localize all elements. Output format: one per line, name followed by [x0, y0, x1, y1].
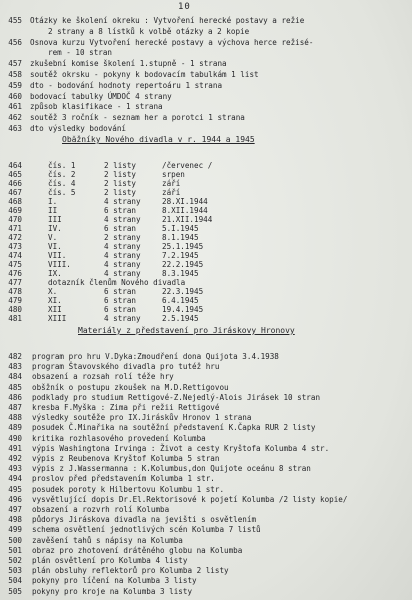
circular-date: září — [162, 179, 181, 188]
page-count: 4 strany — [104, 215, 141, 224]
list-item — [0, 48, 412, 58]
page-count: 4 strany — [104, 260, 141, 269]
page-count: 4 strany — [104, 269, 141, 278]
item-number: 473 — [8, 242, 22, 251]
item-number: 462 — [8, 113, 22, 123]
item-number: 456 — [8, 37, 22, 47]
item-number: 460 — [8, 91, 22, 101]
circular-number: VI. — [48, 242, 62, 251]
list-item — [0, 485, 412, 495]
list-item — [0, 536, 412, 546]
page-count: 4 strany — [104, 197, 141, 206]
item-text: půdorys Jiráskova divadla na jevišti s osvětlením — [32, 515, 257, 525]
item-text: způsob klasifikace - 1 strana — [30, 102, 163, 112]
item-text: dto - bodování hodnoty repertoáru 1 strana — [30, 80, 223, 90]
item-text: posudek Č.Minařika na soutěžní představení K.Čapka RUR 2 listy — [32, 423, 316, 433]
circular-number: III — [48, 215, 62, 224]
page-count: 2 listy — [104, 161, 137, 170]
item-number: 479 — [8, 296, 22, 305]
circular-number: čís. 1 — [48, 161, 76, 170]
item-number: 477 — [8, 278, 22, 287]
list-item — [0, 38, 412, 48]
item-text: soutěž okrsku - pokyny k bodovacím tabulkám 1 list — [30, 70, 259, 79]
item-number: 459 — [8, 80, 22, 90]
item-text: obraz pro zhotovení drátěného globu na Kolumba — [32, 545, 243, 555]
list-item — [0, 81, 412, 91]
item-text: kresba F.Myška : Zima při režii Rettigové — [32, 403, 220, 412]
page-count: 2 strany — [104, 233, 141, 242]
item-text: proslov před představením Kolumba 1 str. — [32, 474, 215, 484]
item-number: 489 — [8, 423, 22, 433]
item-text: posudek poroty k Hilbertovu Kolumbu 1 str. — [32, 484, 225, 494]
list-item — [0, 474, 412, 484]
item-text: program pro hru V.Dyka:Zmoudření dona Quijota 3.4.1938 — [32, 352, 279, 361]
circular-number: čís. 5 — [48, 188, 76, 197]
list-item — [0, 464, 412, 474]
item-text: výpis z J.Wassermanna : K.Kolumbus,don Quijote oceánu 8 stran — [32, 464, 311, 474]
item-text: kritika rozhlasového provedení Kolumba — [32, 433, 206, 443]
item-number: 485 — [8, 382, 22, 392]
list-item — [0, 546, 412, 556]
item-number: 502 — [8, 556, 22, 565]
heading-hronov-materials: Materiály z představení pro Jiráskovy Hronovy — [78, 326, 295, 335]
item-text: plán obsluhy reflektorů pro Kolumba 2 listy — [32, 566, 229, 576]
item-text: program Štavovského divadla pro tutéž hru — [32, 362, 220, 372]
item-number: 470 — [8, 215, 22, 224]
list-item — [0, 372, 412, 382]
item-number: 503 — [8, 566, 22, 576]
circular-date: 6.4.1945 — [162, 296, 199, 305]
item-number: 457 — [8, 59, 22, 69]
item-text: plán osvětlení pro Kolumba 4 listy — [32, 556, 188, 565]
item-number: 482 — [8, 352, 22, 361]
item-number: 499 — [8, 525, 22, 535]
circular-number: II — [48, 206, 58, 215]
circular-number: IV. — [48, 224, 62, 233]
circular-date: 8.XII.1944 — [162, 206, 208, 215]
item-number: 484 — [8, 372, 22, 382]
item-text: vysvětlující dopis Dr.El.Rektorisové k pojetí Kolumba /2 listy kopie/ — [32, 494, 348, 504]
list-item — [0, 444, 412, 454]
item-number: 488 — [8, 413, 22, 423]
circular-number: XIII — [48, 314, 67, 323]
item-number: 458 — [8, 70, 22, 79]
item-number: 471 — [8, 224, 22, 233]
page-count: 2 listy — [104, 188, 137, 197]
item-number: 500 — [8, 535, 22, 545]
item-number: 494 — [8, 474, 22, 484]
circular-date: 2.5.1945 — [162, 314, 199, 323]
list-item — [0, 434, 412, 444]
item-text: pokyny pro kroje na Kolumba 3 listy — [32, 586, 193, 596]
page-count: 6 stran — [104, 224, 137, 233]
item-text: pokyny pro líčení na Kolumba 3 listy — [32, 576, 197, 586]
heading-circulars: Obăžníky Nového divadla v r. 1944 a 1945 — [62, 135, 255, 144]
list-item — [0, 352, 412, 362]
item-number: 491 — [8, 443, 22, 453]
list-item — [0, 576, 412, 586]
item-number: 463 — [8, 124, 22, 133]
list-item — [0, 587, 412, 597]
list-item — [0, 16, 412, 26]
item-number: 504 — [8, 576, 22, 586]
item-number: 476 — [8, 269, 22, 278]
item-text: Otázky ke školení okreku : Vytvoření herecké postavy a režie — [30, 16, 305, 25]
circular-number: XII — [48, 305, 62, 314]
circular-number: I. — [48, 197, 58, 206]
item-number: 493 — [8, 464, 22, 474]
page-count: 6 stran — [104, 206, 137, 215]
item-number: 461 — [8, 102, 22, 112]
item-text: schema osvětlení jednotlivých scén Kolumba 7 listů — [32, 525, 261, 535]
circular-date: 25.1.1945 — [162, 242, 204, 251]
item-number: 496 — [8, 494, 22, 504]
item-text: soutěž 3 ročník - seznam her a porotci 1 strana — [30, 113, 245, 123]
table-row — [0, 314, 412, 324]
item-number: 455 — [8, 16, 22, 25]
page-count: 4 strany — [104, 314, 141, 323]
item-number: 472 — [8, 233, 22, 242]
item-text: dto výsledky bodování — [30, 124, 127, 133]
list-item — [0, 515, 412, 525]
list-item — [0, 113, 412, 123]
list-item — [0, 566, 412, 576]
circular-date: 5.I.1945 — [162, 224, 199, 233]
page-count: 2 listy — [104, 170, 137, 179]
item-number: 464 — [8, 161, 22, 170]
circular-date: 22.2.1945 — [162, 260, 204, 269]
item-text: výpis Washingtona Irvinga : Život a cesty Kryštofa Kolumba 4 str. — [32, 443, 330, 453]
list-item — [0, 403, 412, 413]
list-item — [0, 495, 412, 505]
page-number: 10 — [178, 2, 191, 12]
circular-number: čís. 4 — [48, 179, 76, 188]
item-number: 481 — [8, 314, 22, 323]
page-count: 4 strany — [104, 251, 141, 260]
item-number: 495 — [8, 484, 22, 494]
circular-number: X. — [48, 287, 58, 296]
item-text: zkušební komise školení 1.stupně - 1 strana — [30, 59, 227, 69]
page-count: 2 listy — [104, 179, 137, 188]
circular-date: září — [162, 188, 181, 197]
item-number: 469 — [8, 206, 22, 215]
item-number: 468 — [8, 197, 22, 206]
item-number: 480 — [8, 305, 22, 314]
circular-number: VIII. — [48, 260, 71, 269]
circular-date: 8.1.1945 — [162, 233, 199, 242]
item-number: 467 — [8, 188, 22, 197]
list-item — [0, 383, 412, 393]
circular-number: IX. — [48, 269, 62, 278]
item-number: 474 — [8, 251, 22, 260]
page-count: 4 strany — [104, 242, 141, 251]
item-number: 505 — [8, 586, 22, 596]
circular-date: 7.2.1945 — [162, 251, 199, 260]
list-item — [0, 525, 412, 535]
item-text: bodovací tabulky ÚMDOČ 4 strany — [30, 91, 172, 101]
item-number: 478 — [8, 287, 22, 296]
circular-number: VII. — [48, 251, 67, 260]
page-count: 6 stran — [104, 287, 137, 296]
item-number: 466 — [8, 179, 22, 188]
list-item — [0, 59, 412, 69]
item-text: výsledky soutěže pro IX.Jiráskův Hronov 1 strana — [32, 413, 252, 423]
circular-number: čís. 2 — [48, 170, 76, 179]
page-count: 6 stran — [104, 296, 137, 305]
circular-number: V. — [48, 233, 58, 242]
item-number: 487 — [8, 403, 22, 412]
list-item — [0, 454, 412, 464]
item-text: 2 strany a 8 lístků k volbě otázky a 2 kopie — [48, 26, 250, 36]
circular-date: srpen — [162, 170, 185, 179]
list-item — [0, 556, 412, 566]
item-number: 490 — [8, 433, 22, 443]
circular-date: /červenec / — [162, 161, 213, 170]
circular-date: 21.XII.1944 — [162, 215, 213, 224]
item-number: 465 — [8, 170, 22, 179]
list-item — [0, 92, 412, 102]
item-text: výpis z Reubenova Kryštof Kolumba 5 stran — [32, 454, 220, 463]
list-item — [0, 505, 412, 515]
list-item — [0, 70, 412, 80]
circular-number: XI. — [48, 296, 62, 305]
circular-number: dotazník členům Nového divadla — [48, 278, 186, 287]
list-item — [0, 124, 412, 134]
item-text: Osnova kurzu Vytvoření herecké postavy a výchova herce režisé- — [30, 37, 314, 47]
item-text: obsazení a rozsah rolí téže hry — [32, 372, 174, 382]
circular-date: 8.3.1945 — [162, 269, 199, 278]
item-number: 486 — [8, 392, 22, 402]
item-text: podklady pro studium Rettigové-Z.Nejedlý-Alois Jirásek 10 stran — [32, 392, 321, 402]
circular-date: 19.4.1945 — [162, 305, 204, 314]
item-number: 483 — [8, 362, 22, 372]
list-item — [0, 27, 412, 37]
item-number: 498 — [8, 515, 22, 525]
page-count: 6 stran — [104, 305, 137, 314]
list-item — [0, 423, 412, 433]
list-item — [0, 413, 412, 423]
list-item — [0, 393, 412, 403]
item-number: 501 — [8, 545, 22, 555]
list-item — [0, 102, 412, 112]
circular-date: 28.XI.1944 — [162, 197, 208, 206]
item-number: 497 — [8, 505, 22, 514]
list-item — [0, 362, 412, 372]
item-number: 475 — [8, 260, 22, 269]
item-text: obsazení a rozvrh rolí Kolumba — [32, 505, 170, 514]
item-text: obšžník o postupu zkoušek na M.D.Rettigovou — [32, 382, 229, 392]
item-text: zavěšení tahů s nápisy na Kolumba — [32, 535, 183, 545]
item-number: 492 — [8, 454, 22, 463]
item-text: rem - 10 stran — [48, 48, 113, 58]
circular-date: 22.3.1945 — [162, 287, 204, 296]
